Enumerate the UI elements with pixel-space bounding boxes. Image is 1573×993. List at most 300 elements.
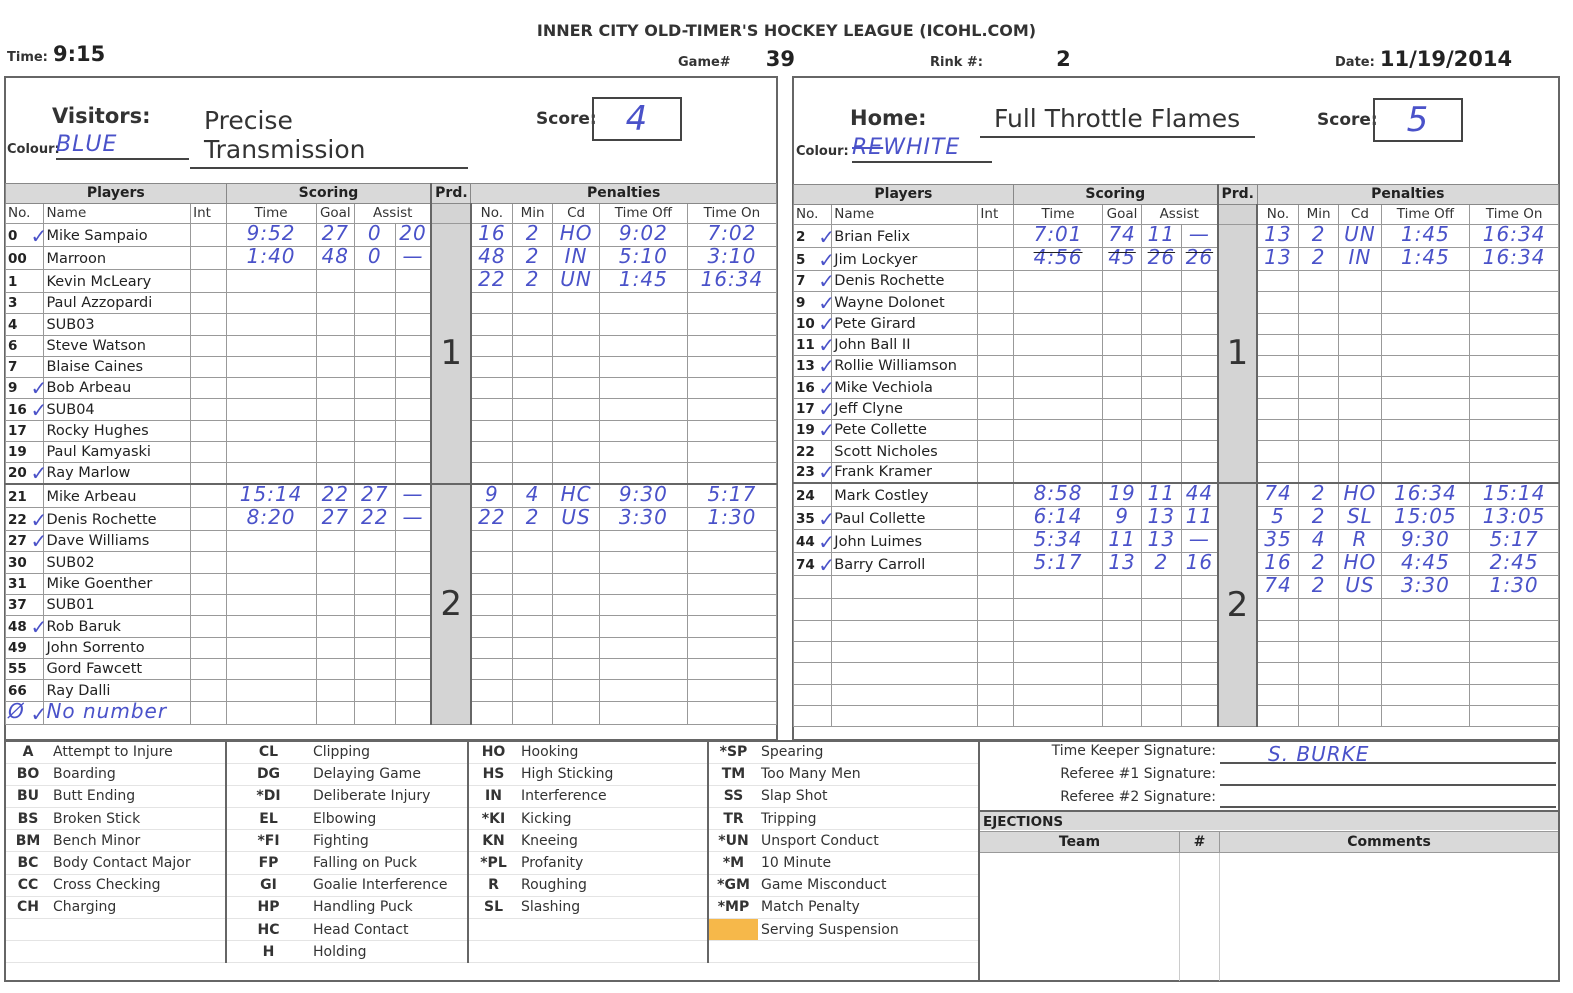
penalty-off [599, 399, 687, 420]
penalty-no [1257, 313, 1298, 334]
col-header-time_on: Time On [1470, 205, 1559, 225]
scoring-a1 [1141, 576, 1181, 599]
player-int [978, 248, 1013, 271]
scoring-a2 [395, 293, 431, 314]
penalty-off [599, 701, 687, 724]
player-number [6, 314, 44, 335]
penalty-off [1381, 356, 1470, 377]
player-row [794, 599, 1559, 620]
penalty-off-value: 15:05 [1394, 504, 1457, 529]
penalty-off [599, 356, 687, 377]
penalty-off-value: 1:45 [1400, 222, 1450, 246]
attendance-check-icon: ✓ [818, 354, 837, 379]
player-name-text: Steve Watson [46, 337, 146, 354]
col-header-goal: Goal [1103, 205, 1141, 225]
penalty-cd [553, 335, 600, 356]
penalty-on [687, 356, 776, 377]
visitors-label: Visitors: [52, 104, 151, 128]
scoring-a2 [395, 552, 431, 573]
player-row [6, 508, 777, 531]
player-row [794, 313, 1559, 334]
penalty-off [599, 595, 687, 616]
player-name [818, 460, 978, 485]
player-number-value: 13 [796, 358, 815, 375]
penalty-cd-value: R [1352, 527, 1368, 552]
player-number-value: 1 [8, 274, 18, 290]
scoring-a2 [1182, 620, 1218, 641]
penalty-description: Kicking [518, 808, 708, 830]
player-row [794, 642, 1559, 663]
penalty-code: *FI [226, 830, 310, 852]
player-number-value: 10 [796, 315, 815, 332]
player-number [6, 442, 44, 463]
player-name-text: Frank Kramer [834, 464, 932, 481]
player-name-text: Marroon [46, 251, 107, 267]
penalty-cd [553, 595, 600, 616]
player-name [818, 290, 978, 315]
penalty-min [1298, 483, 1338, 507]
penalty-off-value: 16:34 [1394, 481, 1457, 506]
penalty-cd-value: IN [564, 244, 588, 268]
player-number-value: 9 [796, 294, 806, 311]
scoring-goal [1103, 684, 1141, 705]
penalty-no-value: 16 [478, 221, 506, 245]
penalty-on [687, 531, 776, 552]
col-header-min: Min [1298, 205, 1338, 225]
penalty-description: Hooking [518, 741, 708, 763]
penalty-no [1257, 356, 1298, 377]
scoring-a1 [355, 293, 395, 314]
player-name-text: Denis Rochette [834, 273, 945, 290]
legend-row [6, 830, 978, 852]
scoring-a1 [1141, 356, 1181, 377]
player-name-text: Ray Dalli [46, 682, 111, 699]
player-number-value: 9 [8, 380, 18, 397]
penalty-no [471, 552, 512, 573]
scoring-a1-value: 13 [1147, 504, 1176, 529]
player-name-text: Mark Costley [834, 488, 929, 505]
player-row [794, 334, 1559, 355]
player-int [978, 507, 1013, 530]
player-row [794, 271, 1559, 292]
scoring-time [226, 505, 316, 531]
penalty-min [512, 314, 552, 335]
scoring-a1 [355, 463, 395, 484]
scoring-a2 [1182, 576, 1218, 599]
penalty-on [1470, 334, 1559, 355]
player-name-text: Mike Vechiola [834, 379, 933, 396]
penalty-cd [553, 267, 600, 293]
scoring-goal [1103, 245, 1141, 271]
player-number-value: Ø [8, 698, 25, 723]
scoring-a2 [395, 420, 431, 441]
scoring-a1 [1141, 599, 1181, 620]
penalty-off [1381, 420, 1470, 441]
ejections-col-divider-2 [1219, 853, 1220, 981]
player-name-text: John Luimes [834, 534, 923, 551]
scoring-goal [1103, 398, 1141, 419]
timekeeper-label: Time Keeper Signature: [1051, 743, 1216, 759]
penalty-on [687, 314, 776, 335]
penalty-off [599, 335, 687, 356]
referee1-signature-line[interactable] [1220, 766, 1556, 786]
scoring-goal [1103, 313, 1141, 334]
penalty-no [1257, 462, 1298, 483]
player-number-value: 17 [8, 423, 27, 440]
penalty-min [1298, 620, 1338, 641]
scoring-time [226, 270, 316, 293]
penalty-no [1257, 483, 1298, 507]
attendance-check-icon: ✓ [818, 530, 837, 555]
player-row [6, 573, 777, 594]
player-number [6, 484, 44, 508]
penalty-no [471, 658, 512, 679]
scoring-time-value: 8:20 [246, 505, 296, 530]
player-name-text: Pete Girard [834, 315, 916, 332]
scoring-time [1013, 462, 1103, 483]
penalty-off [599, 531, 687, 552]
penalty-description: Attempt to Injure [50, 741, 226, 763]
scoring-a2 [395, 484, 431, 508]
date-label: Date: [1335, 55, 1375, 70]
scoring-time [1013, 441, 1103, 462]
player-number-value: 24 [796, 488, 815, 505]
scoring-time [1013, 576, 1103, 599]
scoring-a1 [1141, 292, 1181, 313]
player-name [818, 375, 978, 400]
penalty-cd [1339, 663, 1381, 684]
penalty-min-value: 4 [525, 482, 540, 507]
penalty-description: Charging [50, 896, 226, 918]
player-row [6, 595, 777, 616]
penalty-code [468, 919, 518, 941]
player-int [191, 442, 226, 463]
player-row [6, 658, 777, 679]
scoring-a2 [395, 314, 431, 335]
penalty-off [599, 463, 687, 484]
scoring-goal [316, 293, 354, 314]
penalty-off [1381, 599, 1470, 620]
penalty-min-value: 2 [1311, 245, 1326, 269]
penalty-no [471, 595, 512, 616]
scoring-goal [1103, 642, 1141, 663]
legend-row [6, 808, 978, 830]
col-header-assist: Assist [355, 204, 432, 224]
ejections-team-header: Team [980, 832, 1180, 853]
penalty-cd-value: HO [559, 221, 593, 245]
home-scoresheet [793, 184, 1559, 727]
penalty-cd-value: UN [560, 267, 592, 291]
penalty-cd [553, 616, 600, 637]
penalty-on [1470, 292, 1559, 313]
penalty-on [687, 637, 776, 658]
scoring-a2-value: — [1188, 222, 1210, 246]
scoring-a1-value: 27 [361, 482, 389, 507]
header-penalties: Penalties [1257, 185, 1558, 205]
player-number [6, 573, 44, 594]
attendance-check-icon: ✓ [818, 290, 837, 315]
player-number-value: 3 [8, 295, 18, 312]
penalty-on-value: 16:34 [700, 267, 764, 291]
home-colour: WHITE [883, 135, 961, 160]
penalty-on-value: 16:34 [1482, 222, 1546, 246]
penalty-min-value: 2 [525, 505, 540, 530]
scoring-time [1013, 705, 1103, 726]
penalty-cd [1339, 377, 1381, 398]
scoring-a1-value: 2 [1154, 550, 1169, 575]
scoring-goal [316, 356, 354, 377]
penalty-off [599, 637, 687, 658]
timekeeper-signature: S. BURKE [1268, 742, 1370, 766]
attendance-check-icon: ✓ [30, 397, 49, 422]
player-int [191, 531, 226, 552]
penalty-off [1381, 642, 1470, 663]
date-field [1335, 47, 1512, 71]
penalty-min [1298, 462, 1338, 483]
player-name [44, 484, 191, 508]
penalty-description: Bench Minor [50, 830, 226, 852]
penalty-on-value: 2:45 [1489, 550, 1539, 575]
player-int [978, 642, 1013, 663]
player-name-text: Brian Felix [834, 229, 911, 245]
player-row [6, 552, 777, 573]
scoring-time [226, 531, 316, 552]
player-name [818, 354, 978, 379]
player-name-text: Paul Azzopardi [46, 295, 153, 312]
scoring-time-value: 6:14 [1033, 504, 1083, 529]
scoring-a2 [395, 573, 431, 594]
player-name-text: SUB04 [46, 401, 95, 418]
penalty-on [1470, 684, 1559, 705]
penalty-cd [553, 573, 600, 594]
col-header-time_off: Time Off [599, 204, 687, 224]
penalty-min-value: 2 [1311, 550, 1326, 575]
player-name-text: Barry Carroll [834, 557, 926, 574]
penalty-on [1470, 599, 1559, 620]
penalty-code: HC [226, 919, 310, 941]
scoring-time-value: 1:40 [246, 244, 296, 268]
scoring-a1-value: 13 [1147, 527, 1176, 552]
player-row [794, 705, 1559, 726]
player-name [818, 530, 978, 555]
penalty-cd [1339, 313, 1381, 334]
scoring-goal-value: 27 [321, 221, 350, 245]
attendance-check-icon: ✓ [30, 376, 49, 401]
scoring-goal [316, 463, 354, 484]
penalty-on-value: 3:10 [707, 244, 757, 268]
rink-field [930, 47, 1071, 71]
scoring-goal-value: 22 [321, 482, 350, 507]
penalty-min [512, 658, 552, 679]
penalty-no [471, 484, 512, 508]
scoring-a2 [395, 701, 431, 724]
scoring-time [226, 420, 316, 441]
penalty-off [1381, 573, 1470, 599]
player-row [6, 637, 777, 658]
player-name-text: Pete Collette [834, 422, 927, 439]
scoring-a2-value: — [1188, 527, 1210, 552]
attendance-check-icon: ✓ [818, 225, 837, 249]
attendance-check-icon: ✓ [818, 418, 837, 443]
scoring-goal [316, 442, 354, 463]
penalty-min [512, 399, 552, 420]
penalty-off [1381, 620, 1470, 641]
penalty-min [1298, 398, 1338, 419]
player-number [6, 335, 44, 356]
penalty-code: CL [226, 741, 310, 763]
penalty-no [471, 356, 512, 377]
player-name [44, 293, 191, 314]
penalty-off-value: 5:10 [618, 244, 668, 268]
penalty-cd [553, 701, 600, 724]
player-name [44, 552, 191, 573]
scoring-time [226, 293, 316, 314]
attendance-check-icon: ✓ [818, 375, 837, 400]
player-name [818, 397, 978, 422]
player-name [44, 658, 191, 679]
player-name-text: Paul Kamyaski [46, 444, 151, 461]
penalty-code: *SP [708, 741, 758, 763]
penalty-no [471, 378, 512, 399]
time-field [7, 42, 105, 66]
penalty-off [599, 442, 687, 463]
player-name-text: Wayne Dolonet [834, 294, 945, 311]
scoring-a2 [395, 378, 431, 399]
player-number-value: 7 [8, 359, 18, 376]
penalty-on [1470, 642, 1559, 663]
player-int [191, 247, 226, 270]
scoring-time [226, 484, 316, 508]
visitors-score: 4 [592, 97, 682, 141]
player-name [44, 573, 191, 594]
penalty-description: Too Many Men [758, 763, 978, 785]
header-scoring: Scoring [226, 184, 431, 204]
scoring-a2 [1182, 271, 1218, 292]
header-prd: Prd. [1218, 185, 1257, 205]
scoring-a2 [1182, 313, 1218, 334]
penalty-min [512, 378, 552, 399]
penalty-description: Falling on Puck [310, 852, 468, 874]
player-int [191, 270, 226, 293]
penalty-cd [1339, 462, 1381, 483]
referee2-signature-line[interactable] [1220, 788, 1556, 808]
home-colour-label: Colour: [796, 144, 849, 159]
player-number [6, 420, 44, 441]
player-row [6, 399, 777, 420]
scoring-a1 [355, 531, 395, 552]
scoring-goal [1103, 356, 1141, 377]
player-row [6, 335, 777, 356]
scoring-time [226, 573, 316, 594]
player-number-value: 16 [8, 401, 27, 418]
scoring-a2 [1182, 398, 1218, 419]
visitors-colour-line [56, 132, 189, 160]
timekeeper-signature-line [1220, 742, 1556, 764]
player-name-text: Rollie Williamson [834, 358, 957, 375]
penalty-off-value: 9:30 [618, 482, 668, 507]
penalty-off [1381, 684, 1470, 705]
penalty-off [1381, 483, 1470, 507]
scoring-a1-value: 26 [1147, 245, 1176, 269]
penalty-no [1257, 620, 1298, 641]
player-number [6, 552, 44, 573]
penalty-code: CC [6, 874, 50, 896]
scoring-a1 [355, 442, 395, 463]
league-title: INNER CITY OLD-TIMER'S HOCKEY LEAGUE (ICOHL.COM) [536, 21, 1037, 40]
player-number-value: 20 [8, 465, 27, 482]
scoring-time [226, 658, 316, 679]
penalty-on [687, 505, 776, 531]
player-row [794, 292, 1559, 313]
penalty-off [1381, 377, 1470, 398]
penalty-off-value: 4:45 [1400, 550, 1450, 575]
player-int [191, 420, 226, 441]
penalty-on [1470, 705, 1559, 726]
scoring-a1 [355, 616, 395, 637]
legend-row [6, 763, 978, 785]
scoring-a1 [1141, 313, 1181, 334]
period-cell: 2 [431, 484, 470, 724]
scoring-a1 [355, 420, 395, 441]
scoring-a2 [1182, 462, 1218, 483]
player-int [191, 680, 226, 701]
player-name [44, 270, 191, 293]
penalty-code: BC [6, 852, 50, 874]
player-row [6, 356, 777, 377]
scoring-a2 [395, 270, 431, 293]
attendance-check-icon: ✓ [818, 507, 837, 532]
player-number-value: 35 [796, 511, 815, 528]
scoring-time [226, 314, 316, 335]
player-name-text: Gord Fawcett [46, 661, 143, 678]
scoring-goal [1103, 550, 1141, 576]
penalty-description: Cross Checking [50, 874, 226, 896]
penalty-no-value: 13 [1264, 222, 1292, 246]
penalty-no [1257, 599, 1298, 620]
scoring-a2 [1182, 599, 1218, 620]
penalty-on [687, 552, 776, 573]
penalty-cd [553, 531, 600, 552]
attendance-check-icon: ✓ [818, 333, 837, 358]
penalty-min [512, 701, 552, 724]
player-number-value: 37 [8, 597, 27, 614]
rink-value: 2 [1056, 47, 1071, 71]
scoring-a1 [355, 680, 395, 701]
penalty-code [468, 941, 518, 963]
grid-section-header-row [6, 184, 777, 204]
penalty-no [471, 463, 512, 484]
scoring-time [1013, 663, 1103, 684]
penalty-on-value: 1:30 [1489, 573, 1539, 598]
penalty-no-value: 74 [1264, 573, 1292, 598]
player-name-text: SUB02 [46, 554, 95, 571]
penalty-on-value: 5:17 [707, 482, 757, 507]
scoring-a1 [1141, 620, 1181, 641]
visitors-colour: BLUE [56, 132, 118, 157]
visitors-team-name: Precise Transmission [190, 106, 468, 169]
scoring-a2 [1182, 334, 1218, 355]
penalty-no [471, 573, 512, 594]
player-number [794, 705, 832, 726]
player-name-text: No number [46, 698, 168, 723]
penalty-min [1298, 271, 1338, 292]
player-row [794, 420, 1559, 441]
penalty-on [687, 335, 776, 356]
penalty-cd [1339, 356, 1381, 377]
player-name-text: Mike Sampaio [46, 228, 148, 244]
attendance-check-icon: ✓ [30, 529, 49, 554]
scoring-goal-value: 11 [1108, 527, 1136, 552]
